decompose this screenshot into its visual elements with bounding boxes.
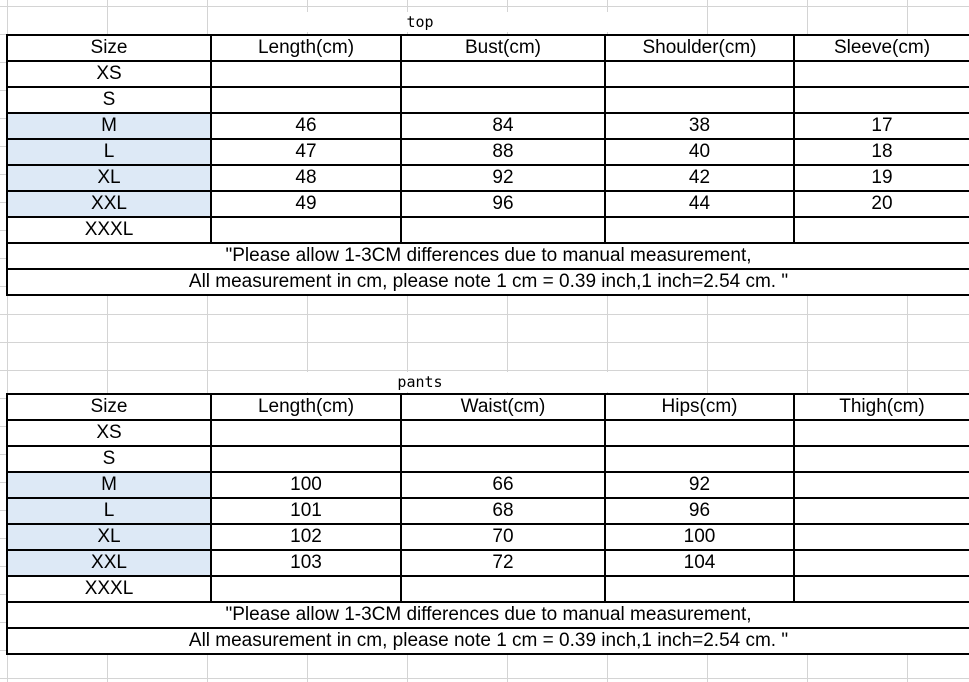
measurement-cell[interactable] [794, 524, 969, 550]
measurement-note[interactable]: "Please allow 1-3CM differences due to manual measurement, [7, 243, 969, 269]
column-header[interactable]: Bust(cm) [401, 35, 605, 61]
table-row [7, 139, 969, 165]
column-header[interactable]: Waist(cm) [401, 394, 605, 420]
column-header[interactable]: Length(cm) [211, 394, 401, 420]
table-row [7, 524, 969, 550]
measurement-cell[interactable] [605, 87, 794, 113]
measurement-cell[interactable] [401, 576, 605, 602]
table-row [7, 446, 969, 472]
size-cell[interactable]: XXL [7, 550, 211, 576]
measurement-cell[interactable]: 19 [794, 165, 969, 191]
measurement-cell[interactable] [605, 446, 794, 472]
pants-table-caption: pants [210, 372, 630, 392]
measurement-cell[interactable]: 47 [211, 139, 401, 165]
measurement-cell[interactable] [794, 550, 969, 576]
note-row [7, 628, 969, 654]
note-row [7, 602, 969, 628]
measurement-cell[interactable]: 72 [401, 550, 605, 576]
measurement-cell[interactable]: 17 [794, 113, 969, 139]
measurement-cell[interactable]: 96 [605, 498, 794, 524]
measurement-note[interactable]: All measurement in cm, please note 1 cm = 0.39 inch,1 inch=2.54 cm. " [7, 269, 969, 295]
measurement-cell[interactable]: 42 [605, 165, 794, 191]
top-header-row [7, 35, 969, 61]
measurement-note[interactable]: All measurement in cm, please note 1 cm = 0.39 inch,1 inch=2.54 cm. " [7, 628, 969, 654]
measurement-cell[interactable] [794, 446, 969, 472]
measurement-cell[interactable]: 96 [401, 191, 605, 217]
size-cell[interactable]: XL [7, 524, 211, 550]
size-cell[interactable]: S [7, 87, 211, 113]
size-cell[interactable]: XXXL [7, 217, 211, 243]
measurement-cell[interactable]: 49 [211, 191, 401, 217]
measurement-cell[interactable] [401, 446, 605, 472]
measurement-cell[interactable]: 46 [211, 113, 401, 139]
size-cell[interactable]: S [7, 446, 211, 472]
measurement-cell[interactable] [401, 61, 605, 87]
column-header[interactable]: Length(cm) [211, 35, 401, 61]
measurement-cell[interactable] [794, 87, 969, 113]
measurement-cell[interactable] [401, 217, 605, 243]
measurement-cell[interactable]: 92 [605, 472, 794, 498]
pants-size-table [6, 393, 969, 655]
table-row [7, 576, 969, 602]
pants-header-row [7, 394, 969, 420]
top-size-table [6, 34, 969, 296]
measurement-cell[interactable] [605, 217, 794, 243]
measurement-cell[interactable] [401, 87, 605, 113]
column-header[interactable]: Shoulder(cm) [605, 35, 794, 61]
measurement-cell[interactable]: 70 [401, 524, 605, 550]
measurement-cell[interactable]: 68 [401, 498, 605, 524]
size-cell[interactable]: XXL [7, 191, 211, 217]
measurement-cell[interactable]: 102 [211, 524, 401, 550]
table-row [7, 217, 969, 243]
measurement-cell[interactable]: 101 [211, 498, 401, 524]
measurement-cell[interactable]: 88 [401, 139, 605, 165]
top-table-body [7, 35, 969, 295]
measurement-cell[interactable] [794, 498, 969, 524]
measurement-cell[interactable] [211, 420, 401, 446]
measurement-cell[interactable] [211, 217, 401, 243]
measurement-cell[interactable]: 18 [794, 139, 969, 165]
measurement-cell[interactable]: 48 [211, 165, 401, 191]
measurement-cell[interactable]: 20 [794, 191, 969, 217]
column-header[interactable]: Size [7, 394, 211, 420]
measurement-cell[interactable] [401, 420, 605, 446]
measurement-cell[interactable] [211, 61, 401, 87]
measurement-cell[interactable] [211, 446, 401, 472]
measurement-cell[interactable]: 104 [605, 550, 794, 576]
size-cell[interactable]: M [7, 113, 211, 139]
table-row [7, 420, 969, 446]
measurement-cell[interactable] [794, 472, 969, 498]
measurement-cell[interactable]: 100 [211, 472, 401, 498]
measurement-cell[interactable]: 103 [211, 550, 401, 576]
table-row [7, 472, 969, 498]
measurement-cell[interactable] [794, 576, 969, 602]
measurement-cell[interactable] [211, 87, 401, 113]
table-row [7, 165, 969, 191]
size-cell[interactable]: XXXL [7, 576, 211, 602]
measurement-cell[interactable] [794, 217, 969, 243]
measurement-cell[interactable]: 44 [605, 191, 794, 217]
size-cell[interactable]: XS [7, 420, 211, 446]
pants-table-body [7, 394, 969, 654]
measurement-cell[interactable] [605, 61, 794, 87]
measurement-cell[interactable]: 38 [605, 113, 794, 139]
measurement-cell[interactable]: 40 [605, 139, 794, 165]
size-cell[interactable]: L [7, 498, 211, 524]
top-table-caption: top [210, 12, 630, 32]
measurement-note[interactable]: "Please allow 1-3CM differences due to manual measurement, [7, 602, 969, 628]
size-cell[interactable]: M [7, 472, 211, 498]
table-row [7, 61, 969, 87]
table-row [7, 113, 969, 139]
note-row [7, 269, 969, 295]
measurement-cell[interactable]: 92 [401, 165, 605, 191]
note-row [7, 243, 969, 269]
table-row [7, 87, 969, 113]
measurement-cell[interactable]: 66 [401, 472, 605, 498]
table-row [7, 550, 969, 576]
column-header[interactable]: Thigh(cm) [794, 394, 969, 420]
measurement-cell[interactable]: 84 [401, 113, 605, 139]
table-row [7, 191, 969, 217]
measurement-cell[interactable] [605, 576, 794, 602]
measurement-cell[interactable] [794, 61, 969, 87]
size-cell[interactable]: XS [7, 61, 211, 87]
measurement-cell[interactable] [794, 420, 969, 446]
column-header[interactable]: Hips(cm) [605, 394, 794, 420]
size-cell[interactable]: XL [7, 165, 211, 191]
table-row [7, 498, 969, 524]
measurement-cell[interactable] [605, 420, 794, 446]
size-cell[interactable]: L [7, 139, 211, 165]
measurement-cell[interactable] [211, 576, 401, 602]
column-header[interactable]: Size [7, 35, 211, 61]
measurement-cell[interactable]: 100 [605, 524, 794, 550]
column-header[interactable]: Sleeve(cm) [794, 35, 969, 61]
